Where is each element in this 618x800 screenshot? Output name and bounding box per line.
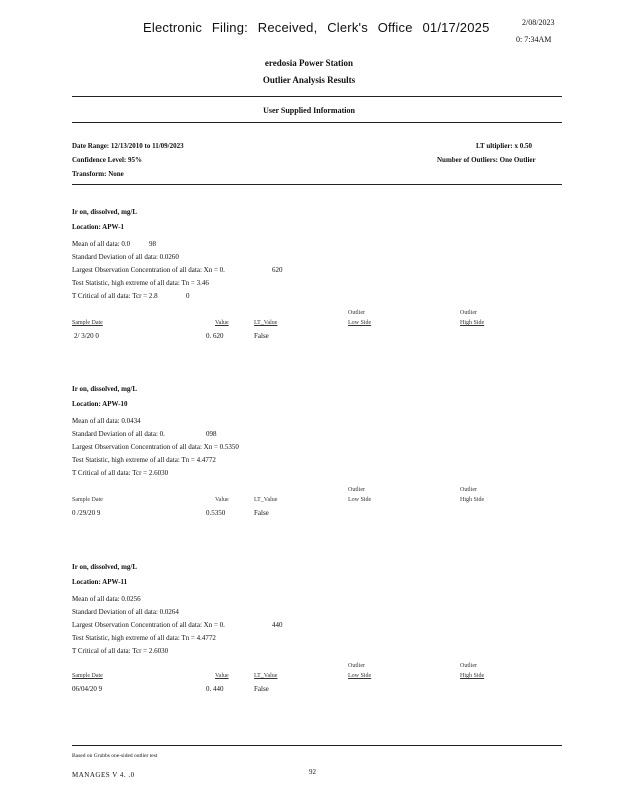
- largest-observation-tail: 620: [272, 266, 283, 274]
- sample-date-cell: 06/04/20 9: [72, 685, 103, 693]
- stdev-stat: Standard Deviation of all data: 0.0264: [72, 608, 179, 616]
- location-section: [72, 385, 562, 535]
- mean-stat: Mean of all data: 0.0: [72, 240, 131, 248]
- report-title: Outlier Analysis Results: [262, 75, 356, 85]
- lt-value-header: LT_Value: [254, 320, 278, 326]
- low-side-header: Low Side: [348, 320, 372, 326]
- value-cell: 0. 440: [206, 685, 224, 693]
- largest-observation: Largest Observation Concentration of all data: Xn = 0.: [72, 621, 225, 629]
- parameter-name: Ir on, dissolved, mg/L: [72, 208, 138, 216]
- parameter-name: Ir on, dissolved, mg/L: [72, 563, 138, 571]
- divider: [72, 96, 562, 97]
- divider: [72, 122, 562, 123]
- filing-stamp: Electronic Filing: Received, Clerk's Office 01/17/2025: [143, 20, 490, 35]
- location-name: Location: APW-11: [72, 578, 128, 586]
- t-critical: T Critical of all data: Tcr = 2.6030: [72, 647, 169, 655]
- value-header: Value: [215, 320, 229, 326]
- mean-stat: Mean of all data: 0.0434: [72, 417, 141, 425]
- lt-value-header: LT_Value: [254, 673, 278, 679]
- location-section: [72, 563, 562, 713]
- lt-value-cell: False: [254, 509, 269, 517]
- outlier-low-header: Outlier: [348, 487, 365, 493]
- high-side-header: High Side: [460, 673, 485, 679]
- test-statistic: Test Statistic, high extreme of all data: Tn = 4.4772: [72, 634, 216, 642]
- transform: Transform: None: [72, 170, 124, 178]
- lt-multiplier: LT ultiplier: x 0.50: [476, 142, 533, 150]
- sample-date-header: Sample Date: [72, 497, 103, 503]
- divider: [72, 184, 562, 185]
- outlier-high-header: Outlier: [460, 663, 477, 669]
- software-version: MANAGES V 4. .0: [72, 771, 135, 779]
- high-side-header: High Side: [460, 497, 485, 503]
- outlier-low-header: Outlier: [348, 310, 365, 316]
- value-header: Value: [215, 673, 229, 679]
- location-name: Location: APW-1: [72, 223, 125, 231]
- mean-stat: Mean of all data: 0.0256: [72, 595, 141, 603]
- test-statistic: Test Statistic, high extreme of all data: Tn = 3.46: [72, 279, 209, 287]
- page-number: 92: [309, 768, 316, 776]
- stdev-stat: Standard Deviation of all data: 0.0260: [72, 253, 179, 261]
- parameter-name: Ir on, dissolved, mg/L: [72, 385, 138, 393]
- date-range: Date Range: 12/13/2010 to 11/09/2023: [72, 142, 184, 150]
- value-header: Value: [215, 497, 229, 503]
- lt-value-cell: False: [254, 685, 269, 693]
- t-critical-tail: 0: [186, 292, 190, 300]
- station-name: eredosia Power Station: [264, 58, 354, 68]
- section-title: User Supplied Information: [263, 106, 355, 115]
- location-name: Location: APW-10: [72, 400, 128, 408]
- sample-date-header: Sample Date: [72, 320, 103, 326]
- footnote: Based on Grubbs one-sided outlier test: [72, 753, 158, 759]
- high-side-header: High Side: [460, 320, 485, 326]
- test-statistic: Test Statistic, high extreme of all data: Tn = 4.4772: [72, 456, 216, 464]
- lt-value-header: LT_Value: [254, 497, 278, 503]
- stdev-stat-tail: 098: [206, 430, 217, 438]
- low-side-header: Low Side: [348, 673, 372, 679]
- number-of-outliers: Number of Outliers: One Outlier: [437, 156, 536, 164]
- value-cell: 0.5350: [206, 509, 226, 517]
- outlier-high-header: Outlier: [460, 310, 477, 316]
- low-side-header: Low Side: [348, 497, 372, 503]
- lt-value-cell: False: [254, 332, 269, 340]
- largest-observation: Largest Observation Concentration of all data: Xn = 0.: [72, 266, 225, 274]
- confidence-level: Confidence Level: 95%: [72, 156, 142, 164]
- sample-date-cell: 0 /29/20 9: [72, 509, 101, 517]
- largest-observation: Largest Observation Concentration of all data: Xn = 0.5350: [72, 443, 239, 451]
- outlier-high-header: Outlier: [460, 487, 477, 493]
- outlier-low-header: Outlier: [348, 663, 365, 669]
- footer-divider: [72, 745, 562, 746]
- mean-stat-tail: 98: [149, 240, 156, 248]
- sample-date-header: Sample Date: [72, 673, 103, 679]
- sample-date-cell: 2/ 3/20 0: [74, 332, 99, 340]
- value-cell: 0. 620: [206, 332, 224, 340]
- t-critical: T Critical of all data: Tcr = 2.8: [72, 292, 158, 300]
- t-critical: T Critical of all data: Tcr = 2.6030: [72, 469, 169, 477]
- largest-observation-tail: 440: [272, 621, 283, 629]
- print-date: 2/08/2023: [522, 18, 555, 27]
- print-time: 0: 7:34AM: [516, 35, 552, 44]
- stdev-stat: Standard Deviation of all data: 0.: [72, 430, 165, 438]
- location-section: [72, 208, 562, 358]
